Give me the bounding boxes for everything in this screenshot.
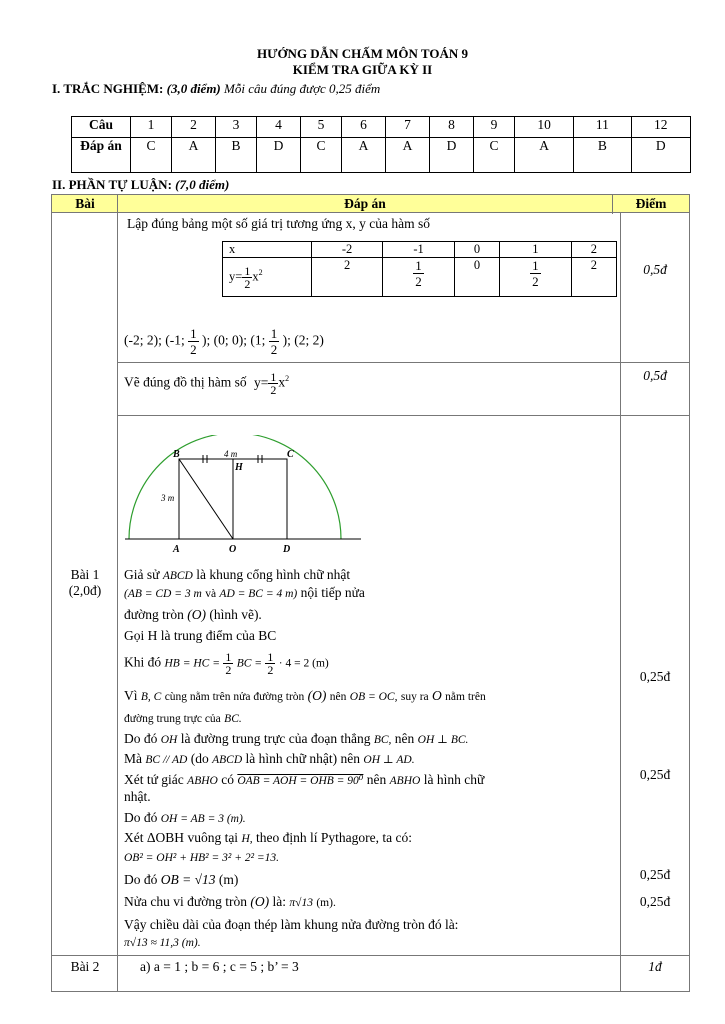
mc-a: C: [473, 138, 514, 173]
mc-a: C: [300, 138, 341, 173]
doc-title: HƯỚNG DẪN CHẤM MÔN TOÁN 9: [256, 46, 468, 61]
bai1-label: Bài 1: [70, 567, 100, 582]
proof-line-4: Gọi H là trung điểm của BC: [124, 628, 277, 643]
proof-line-5: Khi đó HB = HC = $\frac{1}{2}$ BC = $\frac{1}{2}$ · 4 = 2 (m): [124, 650, 329, 677]
mc-q: 7: [385, 117, 429, 138]
mc-q: 8: [429, 117, 473, 138]
vt-y: 0: [454, 258, 499, 297]
vt-x-label: x: [223, 242, 312, 258]
semicircle-figure: [125, 435, 365, 557]
proof-line-2: (AB = CD = 3 m và AD = BC = 4 m) nội tiếp nửa: [124, 585, 365, 600]
vt-y: $\frac{1}{2}$: [383, 258, 455, 297]
vt-y-prefix: y=: [229, 268, 243, 283]
score-05a: 0,5đ: [643, 262, 667, 277]
graph-line: Vẽ đúng đồ thị hàm số y= $\frac{1}{2}$ $x^2$: [124, 370, 290, 397]
mc-row-answers: [72, 138, 691, 173]
mc-q: 6: [341, 117, 385, 138]
mc-a: D: [256, 138, 300, 173]
label-h: H: [235, 462, 243, 473]
mc-cell-label: Đáp án: [72, 138, 131, 173]
label-c: C: [287, 449, 294, 460]
col-bai: Bài: [75, 196, 95, 211]
vt-y: $\frac{1}{2}$: [500, 258, 572, 297]
mc-q: 10: [514, 117, 573, 138]
mc-q: 9: [473, 117, 514, 138]
part1-points: (3,0 điểm): [166, 81, 221, 96]
doc-subtitle: KIỂM TRA GIỮA KỲ II: [292, 62, 433, 77]
mc-q: 3: [215, 117, 256, 138]
vt-x: 1: [500, 242, 572, 258]
label-o: O: [229, 544, 237, 555]
proof-line-10: Xét tứ giác ABHO có OAB = AOH = OHB = 90⁰ nên ABHO là hình chữ: [124, 772, 485, 787]
proof-line-14: OB² = OH² + HB² = 3² + 2² =13.: [124, 852, 280, 864]
vt-y: 2: [571, 258, 616, 297]
score-025d: 0,25đ: [639, 894, 671, 909]
mc-a: D: [429, 138, 473, 173]
mc-cell-label: Câu: [72, 117, 131, 138]
mc-row-questions: [72, 117, 691, 138]
proof-line-8: Do đó OH là đường trung trực của đoạn thẳng BC, nên OH ⊥ BC.: [124, 731, 469, 746]
mc-q: 11: [574, 117, 631, 138]
proof-line-17: Vậy chiều dài của đoạn thép làm khung nửa đường tròn đó là:: [124, 917, 459, 932]
mc-answer-table: [71, 116, 691, 173]
vt-y: 2: [312, 258, 383, 297]
mc-a: A: [514, 138, 573, 173]
label-top-len: 4 m: [224, 449, 238, 459]
vt-y-label: y= $\frac{1}{2}$ $x^2$: [223, 258, 312, 297]
score-025c: 0,25đ: [639, 867, 671, 882]
proof-line-12: Do đó OH = AB = 3 (m).: [124, 810, 246, 825]
proof-line-7: đường trung trực của BC.: [124, 713, 242, 725]
part2-title: II. PHẦN TỰ LUẬN:: [52, 177, 172, 192]
label-side-len: 3 m: [161, 493, 175, 503]
proof-line-9: Mà BC // AD (do ABCD là hình chữ nhật) nên OH ⊥ AD.: [124, 751, 415, 766]
vt-x: 2: [571, 242, 616, 258]
value-table: [222, 241, 617, 297]
score-05b: 0,5đ: [643, 368, 667, 383]
mc-a: C: [131, 138, 172, 173]
bai2-label: Bài 2: [70, 959, 100, 974]
score-025a: 0,25đ: [639, 669, 671, 684]
points-line: (-2; 2); (-1; $\frac{1}{2}$ ); (0; 0); (1; $\frac{1}{2}$ ); (2; 2): [124, 326, 324, 357]
mc-a: A: [385, 138, 429, 173]
score-1: 1đ: [648, 959, 662, 974]
mc-a: D: [631, 138, 690, 173]
part1-title: I. TRẮC NGHIỆM:: [52, 81, 164, 96]
label-b: B: [173, 449, 180, 460]
mc-q: 12: [631, 117, 690, 138]
table-intro: Lập đúng bảng một số giá trị tương ứng x, y của hàm số: [127, 216, 430, 231]
mc-q: 1: [131, 117, 172, 138]
col-diem: Điểm: [635, 196, 667, 211]
col-dapan: Đáp án: [344, 196, 386, 211]
proof-line-16: Nửa chu vi đường tròn (O) là: π√13 (m).: [124, 894, 336, 909]
proof-line-6: Vì B, C cùng nằm trên nửa đường tròn (O) nên OB = OC, suy ra O nằm trên: [124, 688, 486, 703]
mc-a: B: [574, 138, 631, 173]
segment-ob: [179, 459, 233, 539]
proof-line-3: đường tròn (O) (hình vẽ).: [124, 607, 262, 622]
mc-a: A: [341, 138, 385, 173]
mc-q: 4: [256, 117, 300, 138]
proof-line-18: π√13 ≈ 11,3 (m).: [124, 937, 201, 949]
mc-a: A: [171, 138, 215, 173]
label-a: A: [173, 544, 180, 555]
part2-heading: [52, 177, 229, 193]
part1-heading: [52, 81, 380, 97]
proof-line-1: Giả sử ABCD là khung cổng hình chữ nhật: [124, 567, 351, 582]
mc-q: 2: [171, 117, 215, 138]
proof-line-11: nhật.: [124, 789, 151, 804]
label-d: D: [283, 544, 291, 555]
mc-q: 5: [300, 117, 341, 138]
part1-note: Mỗi câu đúng được 0,25 điểm: [224, 81, 381, 96]
part2-points: (7,0 điểm): [175, 177, 230, 192]
score-025b: 0,25đ: [639, 767, 671, 782]
bai2-line: a) a = 1 ; b = 6 ; c = 5 ; b’ = 3: [140, 959, 299, 974]
proof-line-13: Xét ΔOBH vuông tại H, theo định lí Pythagore, ta có:: [124, 830, 412, 845]
vt-x: -2: [312, 242, 383, 258]
mc-a: B: [215, 138, 256, 173]
vt-x: 0: [454, 242, 499, 258]
bai1-points: (2,0đ): [68, 583, 102, 598]
vt-x: -1: [383, 242, 455, 258]
proof-line-15: Do đó OB = √13 (m): [124, 872, 239, 887]
